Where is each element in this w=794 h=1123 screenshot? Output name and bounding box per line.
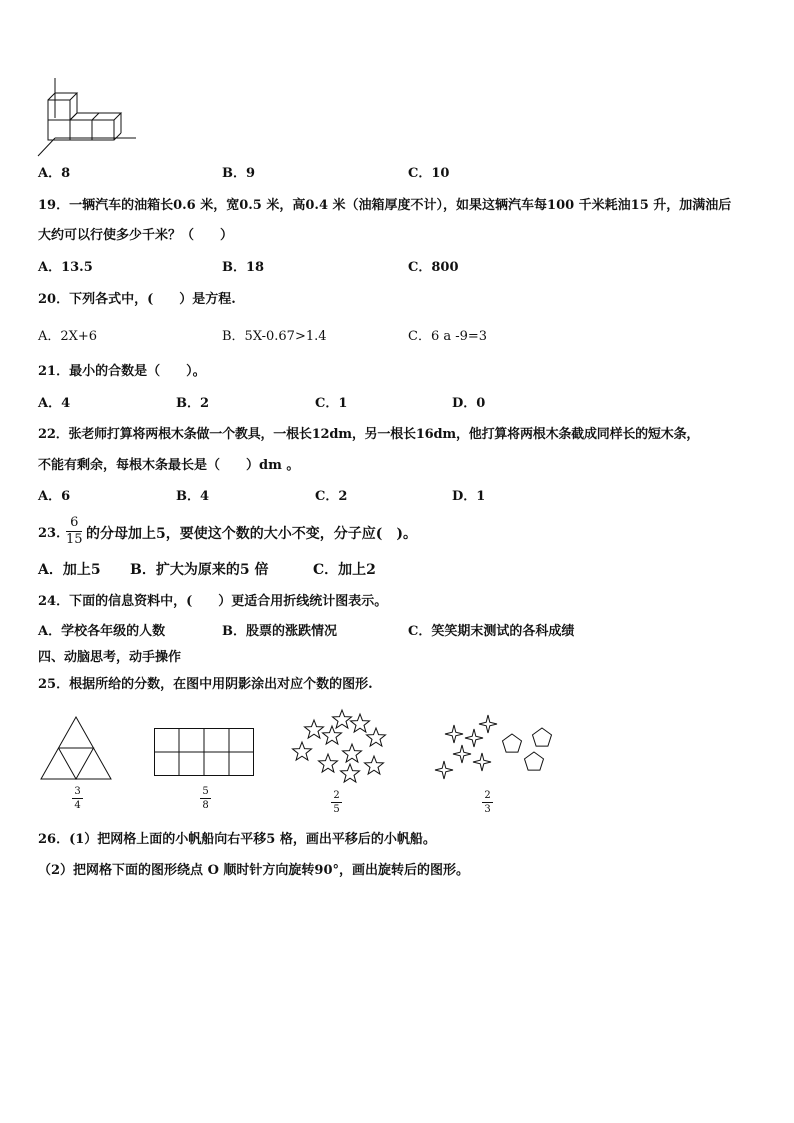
pentagon[interactable] bbox=[503, 734, 522, 752]
q21-option-d[interactable]: D．0 bbox=[452, 396, 486, 411]
five-point-star[interactable] bbox=[351, 714, 370, 732]
q19-question-line1: 19．一辆汽车的油箱长0.6 米，宽0.5 米，高0.4 米（油箱厚度不计），如果这辆汽车每100 千米耗油15 升，加满油后 bbox=[38, 198, 732, 213]
pentagon[interactable] bbox=[525, 752, 544, 770]
q25-fraction-1-denominator: 4 bbox=[74, 800, 81, 811]
q23-option-a[interactable]: A．加上5 bbox=[38, 562, 101, 578]
q26-part2: （2）把网格下面的图形绕点 O 顺时针方向旋转90°，画出旋转后的图形。 bbox=[38, 863, 470, 878]
four-point-star[interactable] bbox=[445, 725, 463, 743]
q20-question: 20．下列各式中，( ）是方程. bbox=[38, 292, 236, 307]
four-point-star[interactable] bbox=[479, 715, 497, 733]
q19-option-a[interactable]: A．13.5 bbox=[38, 260, 93, 275]
q22-option-d[interactable]: D．1 bbox=[452, 489, 486, 504]
q23-option-c[interactable]: C．加上2 bbox=[313, 562, 376, 578]
five-point-star[interactable] bbox=[305, 720, 324, 738]
four-point-star[interactable] bbox=[435, 761, 453, 779]
q25-question: 25．根据所给的分数，在图中用阴影涂出对应个数的图形. bbox=[38, 677, 373, 692]
q21-option-b[interactable]: B．2 bbox=[176, 396, 210, 411]
four-point-star[interactable] bbox=[473, 753, 491, 771]
five-point-star[interactable] bbox=[367, 728, 386, 746]
q21-question: 21．最小的合数是（ ）。 bbox=[38, 364, 206, 379]
cube-stack-figure bbox=[36, 78, 136, 158]
q20-option-b[interactable]: B．5X-0.67>1.4 bbox=[222, 329, 327, 344]
q23-fraction bbox=[66, 516, 83, 547]
q25-fraction-4 bbox=[482, 790, 493, 815]
q24-option-c[interactable]: C．笑笑期末测试的各科成绩 bbox=[408, 624, 575, 639]
q25-fraction-3-denominator: 5 bbox=[333, 804, 340, 815]
q22-question-line1: 22．张老师打算将两根木条做一个教具，一根长12dm，另一根长16dm，他打算将两根木条截成同样长的短木条， bbox=[38, 427, 700, 442]
five-point-star[interactable] bbox=[293, 742, 312, 760]
five-point-star[interactable] bbox=[343, 744, 362, 762]
pentagon[interactable] bbox=[533, 728, 552, 746]
four-point-star[interactable] bbox=[453, 745, 471, 763]
q23-fraction-numerator: 6 bbox=[70, 515, 79, 530]
q22-option-a[interactable]: A．6 bbox=[38, 489, 71, 504]
q19-option-c[interactable]: C．800 bbox=[408, 260, 459, 275]
q21-option-c[interactable]: C．1 bbox=[315, 396, 348, 411]
q18-option-b[interactable]: B．9 bbox=[222, 166, 256, 181]
five-point-stars-figure[interactable] bbox=[290, 710, 390, 786]
five-point-star[interactable] bbox=[333, 710, 352, 728]
q25-fraction-2-numerator: 5 bbox=[202, 786, 209, 797]
rectangle-grid-figure[interactable] bbox=[154, 728, 254, 776]
q22-option-c[interactable]: C．2 bbox=[315, 489, 348, 504]
q22-question-line2: 不能有剩余，每根木条最长是（ ）dm 。 bbox=[38, 458, 300, 473]
q25-fraction-3-numerator: 2 bbox=[333, 790, 340, 801]
q22-option-b[interactable]: B．4 bbox=[176, 489, 210, 504]
q18-option-c[interactable]: C．10 bbox=[408, 166, 450, 181]
divided-triangle-figure[interactable] bbox=[40, 716, 112, 780]
q25-fraction-1 bbox=[72, 786, 83, 811]
q24-option-b[interactable]: B．股票的涨跌情况 bbox=[222, 624, 337, 639]
four-point-star[interactable] bbox=[465, 729, 483, 747]
q25-fraction-2-denominator: 8 bbox=[202, 800, 209, 811]
five-point-star[interactable] bbox=[341, 764, 360, 782]
q20-option-a[interactable]: A．2X+6 bbox=[38, 329, 98, 344]
q23-prefix: 23． bbox=[38, 526, 70, 541]
q25-fraction-1-numerator: 3 bbox=[74, 786, 81, 797]
q25-fraction-4-numerator: 2 bbox=[484, 790, 491, 801]
q23-question: 的分母加上5，要使这个数的大小不变，分子应( )。 bbox=[86, 526, 417, 542]
q25-fraction-4-denominator: 3 bbox=[484, 804, 491, 815]
q26-part1: 26．(1）把网格上面的小帆船向右平移5 格，画出平移后的小帆船。 bbox=[38, 832, 436, 847]
four-point-stars-and-pentagons-figure[interactable] bbox=[432, 714, 556, 786]
q25-fraction-2 bbox=[200, 786, 211, 811]
q21-option-a[interactable]: A．4 bbox=[38, 396, 71, 411]
q23-option-b[interactable]: B．扩大为原来的5 倍 bbox=[130, 562, 269, 578]
five-point-star[interactable] bbox=[319, 754, 338, 772]
five-point-star[interactable] bbox=[365, 756, 384, 774]
five-point-star[interactable] bbox=[323, 726, 342, 744]
section-4-title: 四、动脑思考，动手操作 bbox=[38, 650, 182, 665]
q18-option-a[interactable]: A．8 bbox=[38, 166, 71, 181]
q19-option-b[interactable]: B．18 bbox=[222, 260, 265, 275]
q25-fraction-3 bbox=[331, 790, 342, 815]
q20-option-c[interactable]: C．6 a -9=3 bbox=[408, 329, 488, 344]
q19-question-line2: 大约可以行使多少千米？（ ） bbox=[38, 228, 234, 243]
q23-fraction-denominator: 15 bbox=[66, 532, 83, 547]
q24-option-a[interactable]: A．学校各年级的人数 bbox=[38, 624, 166, 639]
q24-question: 24．下面的信息资料中，( ）更适合用折线统计图表示。 bbox=[38, 594, 388, 609]
